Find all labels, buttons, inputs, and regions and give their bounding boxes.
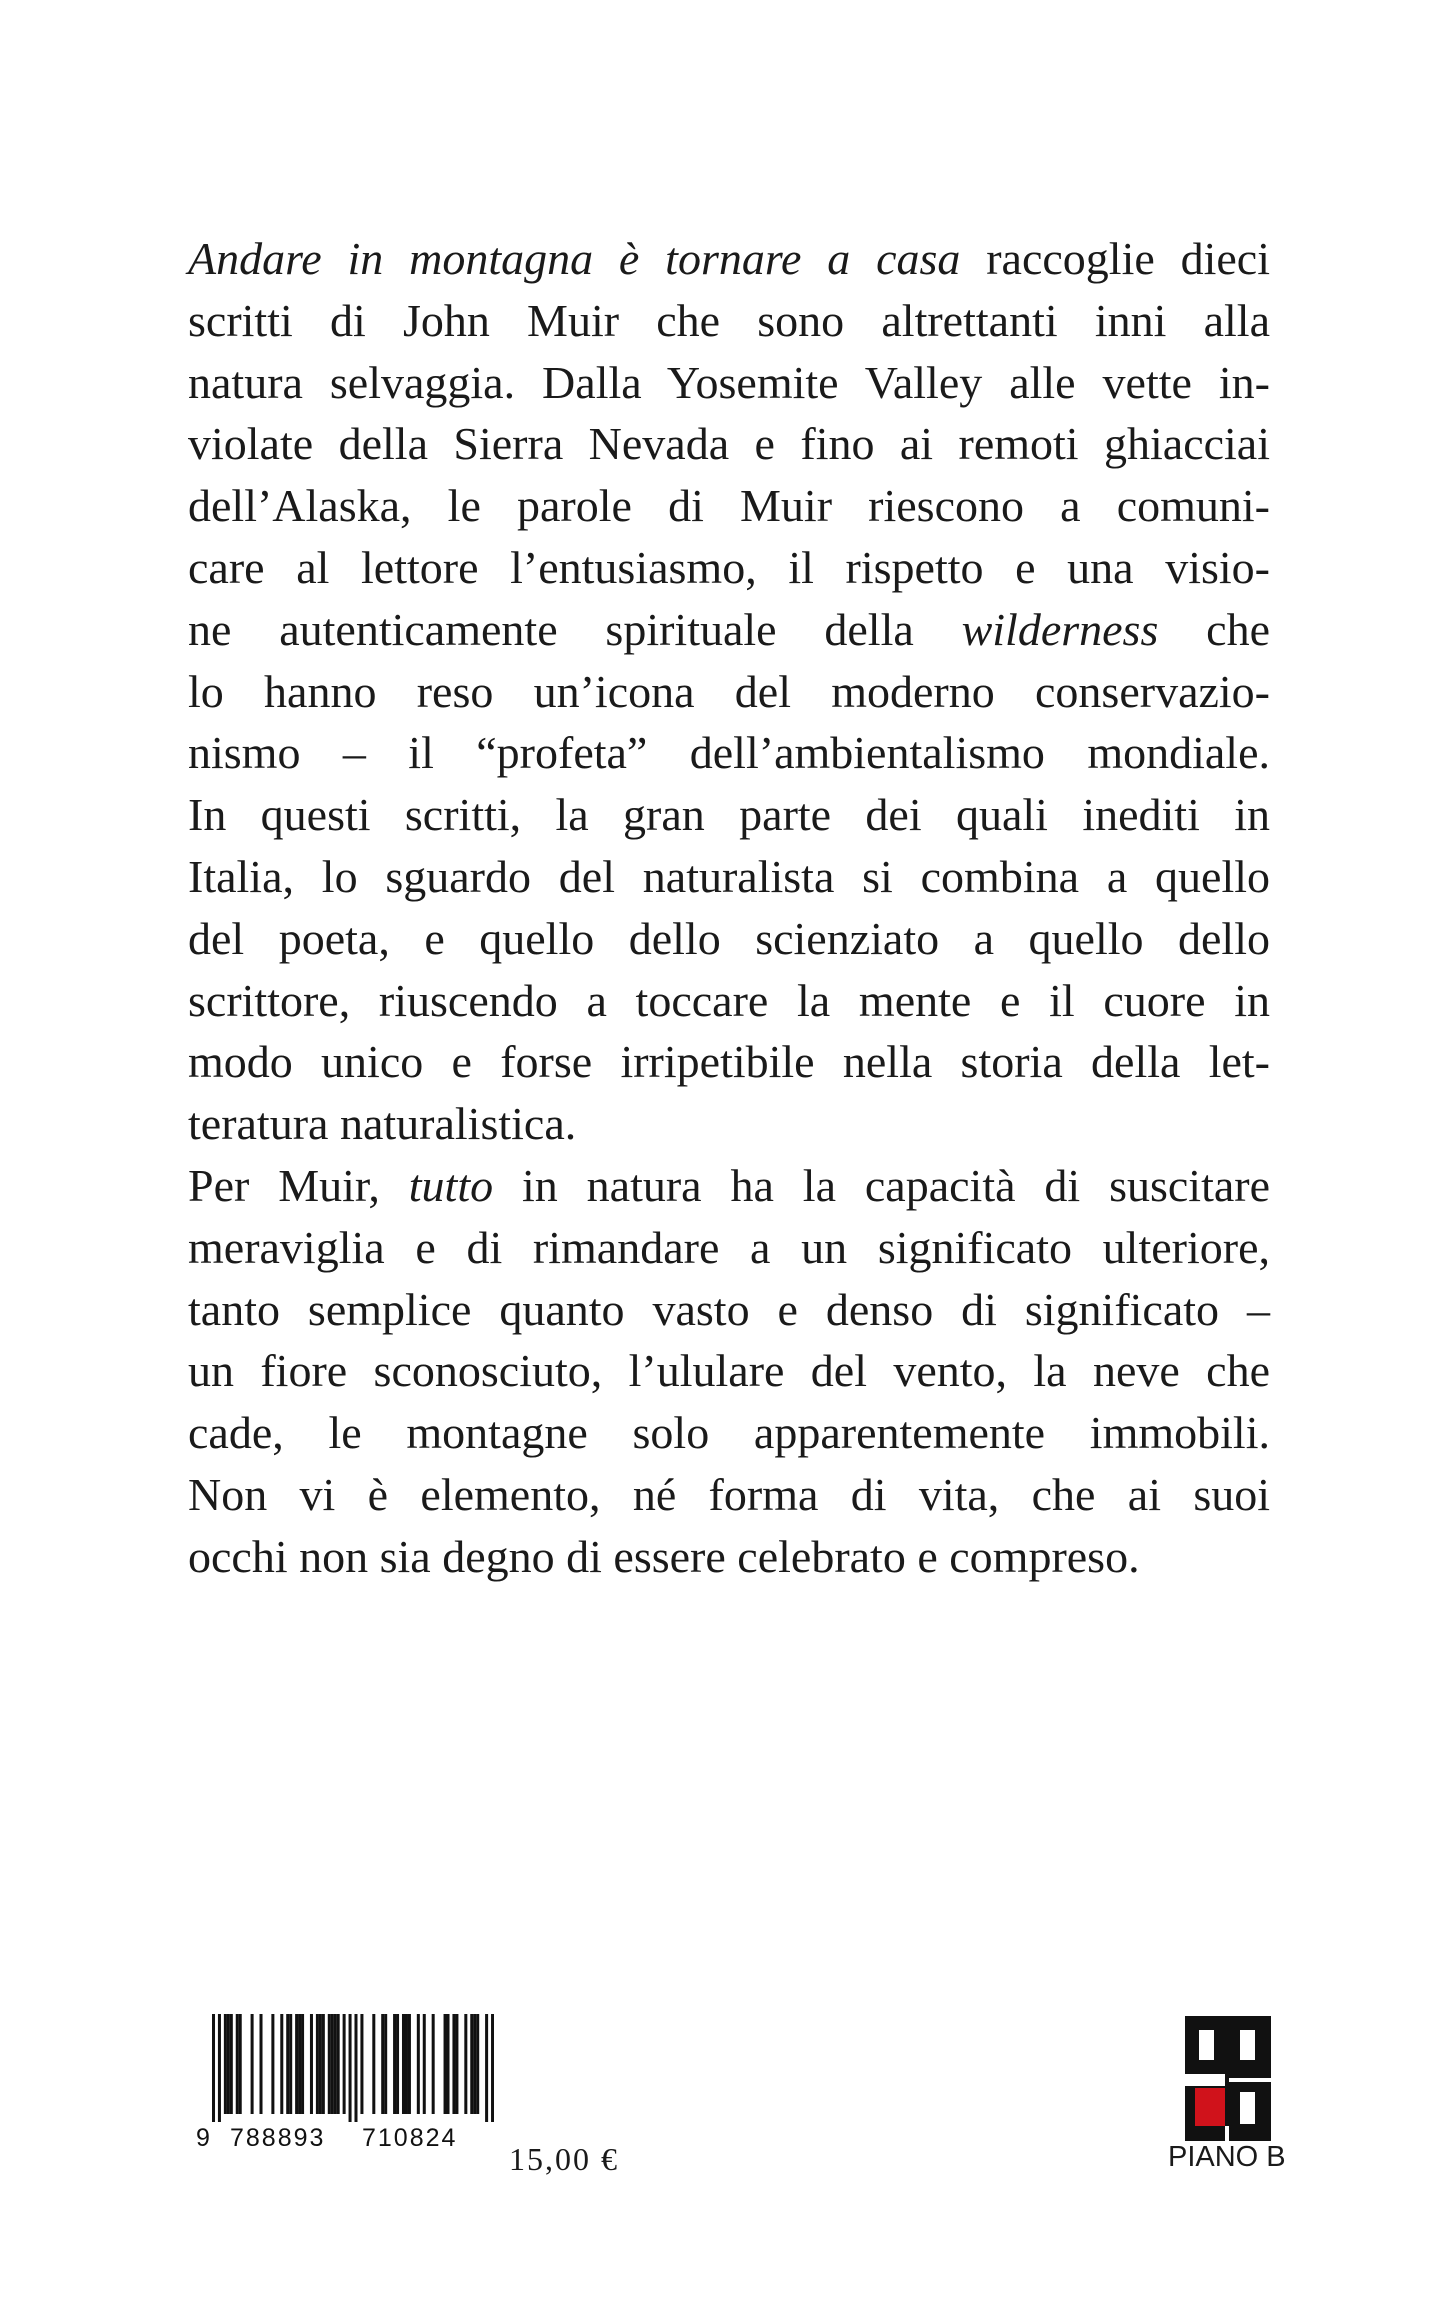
barcode-bar (455, 2014, 458, 2114)
blurb-text: cade, le montagne solo apparentemente immobili. (188, 1407, 1270, 1459)
blurb-text: raccoglie dieci (960, 233, 1270, 284)
barcode-bar (218, 2014, 221, 2122)
price-label: 15,00 € (509, 2141, 619, 2177)
blurb-line (188, 1217, 1270, 1279)
barcode-bar (452, 2014, 455, 2114)
barcode-right-digits: 710824 (362, 2124, 458, 2152)
barcode-bar (280, 2014, 283, 2114)
barcode-bar (322, 2014, 325, 2114)
barcode-bar (381, 2014, 384, 2114)
barcode-bar (354, 2014, 357, 2122)
barcode-left-digits: 788893 (230, 2124, 326, 2152)
blurb-line (188, 661, 1270, 723)
italic-title-text: tutto (408, 1159, 494, 1211)
blurb-text: violate della Sierra Nevada e fino ai remoti ghiacciai (188, 418, 1270, 470)
blurb-text: lo hanno reso un’icona del moderno conservazio- (188, 665, 1270, 717)
blurb-text: care al lettore l’entusiasmo, il rispetto e una visio- (188, 541, 1270, 593)
publisher-logo (1185, 2016, 1271, 2141)
barcode-bar (239, 2014, 242, 2114)
blurb-line (188, 352, 1270, 414)
blurb-line (188, 970, 1270, 1032)
barcode-bar (485, 2014, 488, 2122)
barcode-bar (402, 2014, 405, 2114)
blurb-line (188, 599, 1270, 661)
blurb-text: teratura naturalistica. (188, 1098, 577, 1150)
blurb-line (188, 1031, 1270, 1093)
blurb-line (188, 228, 1270, 290)
barcode-bar (319, 2014, 322, 2114)
blurb-text: Per Muir, (188, 1159, 409, 1211)
barcode-bar (212, 2014, 215, 2122)
barcode-bar (408, 2014, 411, 2114)
blurb-text: natura selvaggia. Dalla Yosemite Valley alle vette in- (188, 356, 1270, 408)
blurb-text: scritti di John Muir che sono altrettanti inni alla (188, 294, 1270, 346)
barcode-bar (470, 2014, 473, 2114)
blurb-line (188, 1093, 1270, 1155)
barcode-bars (212, 2014, 494, 2122)
barcode-bar (271, 2014, 274, 2114)
barcode-bar (372, 2014, 375, 2114)
blurb-text: scrittore, riuscendo a toccare la mente e il cuore in (188, 974, 1270, 1026)
barcode-bar (423, 2014, 426, 2114)
back-cover-blurb (188, 228, 1270, 1588)
barcode-bar (337, 2014, 340, 2114)
barcode-bar (417, 2014, 420, 2114)
barcode-bar (301, 2014, 304, 2114)
barcode-bar (224, 2014, 227, 2114)
barcode-bar (444, 2014, 447, 2114)
barcode-bar (476, 2014, 479, 2114)
barcode-bar (298, 2014, 301, 2114)
barcode-bar (432, 2014, 435, 2114)
barcode-bar (251, 2014, 254, 2114)
blurb-text: un fiore sconosciuto, l’ululare del vento, la neve che (188, 1345, 1270, 1397)
barcode-bar (464, 2014, 467, 2114)
barcode-first-digit: 9 (196, 2124, 210, 2152)
publisher-name: PIANO B (1168, 2141, 1286, 2173)
blurb-text: In questi scritti, la gran parte dei quali inediti in (188, 789, 1270, 841)
barcode-bar (286, 2014, 289, 2114)
italic-title-text: Andare in montagna è tornare a casa (188, 233, 961, 284)
barcode-bar (396, 2014, 399, 2114)
barcode-bar (289, 2014, 292, 2114)
barcode-bar (295, 2014, 298, 2114)
blurb-line (188, 475, 1270, 537)
blurb-line (188, 1155, 1270, 1217)
blurb-text: che (1158, 603, 1270, 655)
blurb-line (188, 784, 1270, 846)
blurb-text: modo unico e forse irripetibile nella storia della let- (188, 1036, 1270, 1088)
blurb-line (188, 413, 1270, 475)
blurb-text: in natura ha la capacità di suscitare (493, 1159, 1271, 1211)
isbn-barcode (196, 1948, 496, 2152)
blurb-line (188, 1526, 1270, 1588)
barcode-bar (316, 2014, 319, 2114)
barcode-bar (447, 2014, 450, 2114)
blurb-line (188, 290, 1270, 352)
barcode-bar (227, 2014, 230, 2114)
barcode-bar (230, 2014, 233, 2114)
barcode-bar (405, 2014, 408, 2114)
barcode-bar (360, 2014, 363, 2114)
blurb-line (188, 1402, 1270, 1464)
blurb-text: occhi non sia degno di essere celebrato e compreso. (188, 1530, 1140, 1582)
blurb-line (188, 1340, 1270, 1402)
blurb-text: ne autenticamente spirituale della (188, 603, 962, 655)
barcode-bar (328, 2014, 331, 2114)
barcode-bar (236, 2014, 239, 2114)
blurb-line (188, 1279, 1270, 1341)
barcode-bar (473, 2014, 476, 2114)
barcode-bar (384, 2014, 387, 2114)
blurb-text: meraviglia e di rimandare a un significato ulteriore, (188, 1221, 1270, 1273)
barcode-bar (331, 2014, 334, 2114)
blurb-text: nismo – il “profeta” dell’ambientalismo mondiale. (188, 727, 1270, 779)
blurb-line (188, 1464, 1270, 1526)
blurb-text: Italia, lo sguardo del naturalista si combina a quello (188, 850, 1270, 902)
italic-title-text: wilderness (961, 603, 1159, 655)
blurb-text: tanto semplice quanto vasto e denso di significato – (188, 1283, 1270, 1335)
blurb-line (188, 722, 1270, 784)
barcode-bar (343, 2014, 346, 2114)
blurb-line (188, 908, 1270, 970)
blurb-line (188, 537, 1270, 599)
barcode-bar (310, 2014, 313, 2114)
barcode-bar (259, 2014, 262, 2114)
barcode-bar (393, 2014, 396, 2114)
blurb-line (188, 846, 1270, 908)
barcode-bar (491, 2014, 494, 2122)
blurb-text: del poeta, e quello dello scienziato a quello dello (188, 912, 1270, 964)
barcode-bar (349, 2014, 352, 2122)
blurb-text: dell’Alaska, le parole di Muir riescono a comuni- (188, 480, 1270, 532)
blurb-text: Non vi è elemento, né forma di vita, che ai suoi (188, 1468, 1270, 1520)
barcode-bar (334, 2014, 337, 2114)
